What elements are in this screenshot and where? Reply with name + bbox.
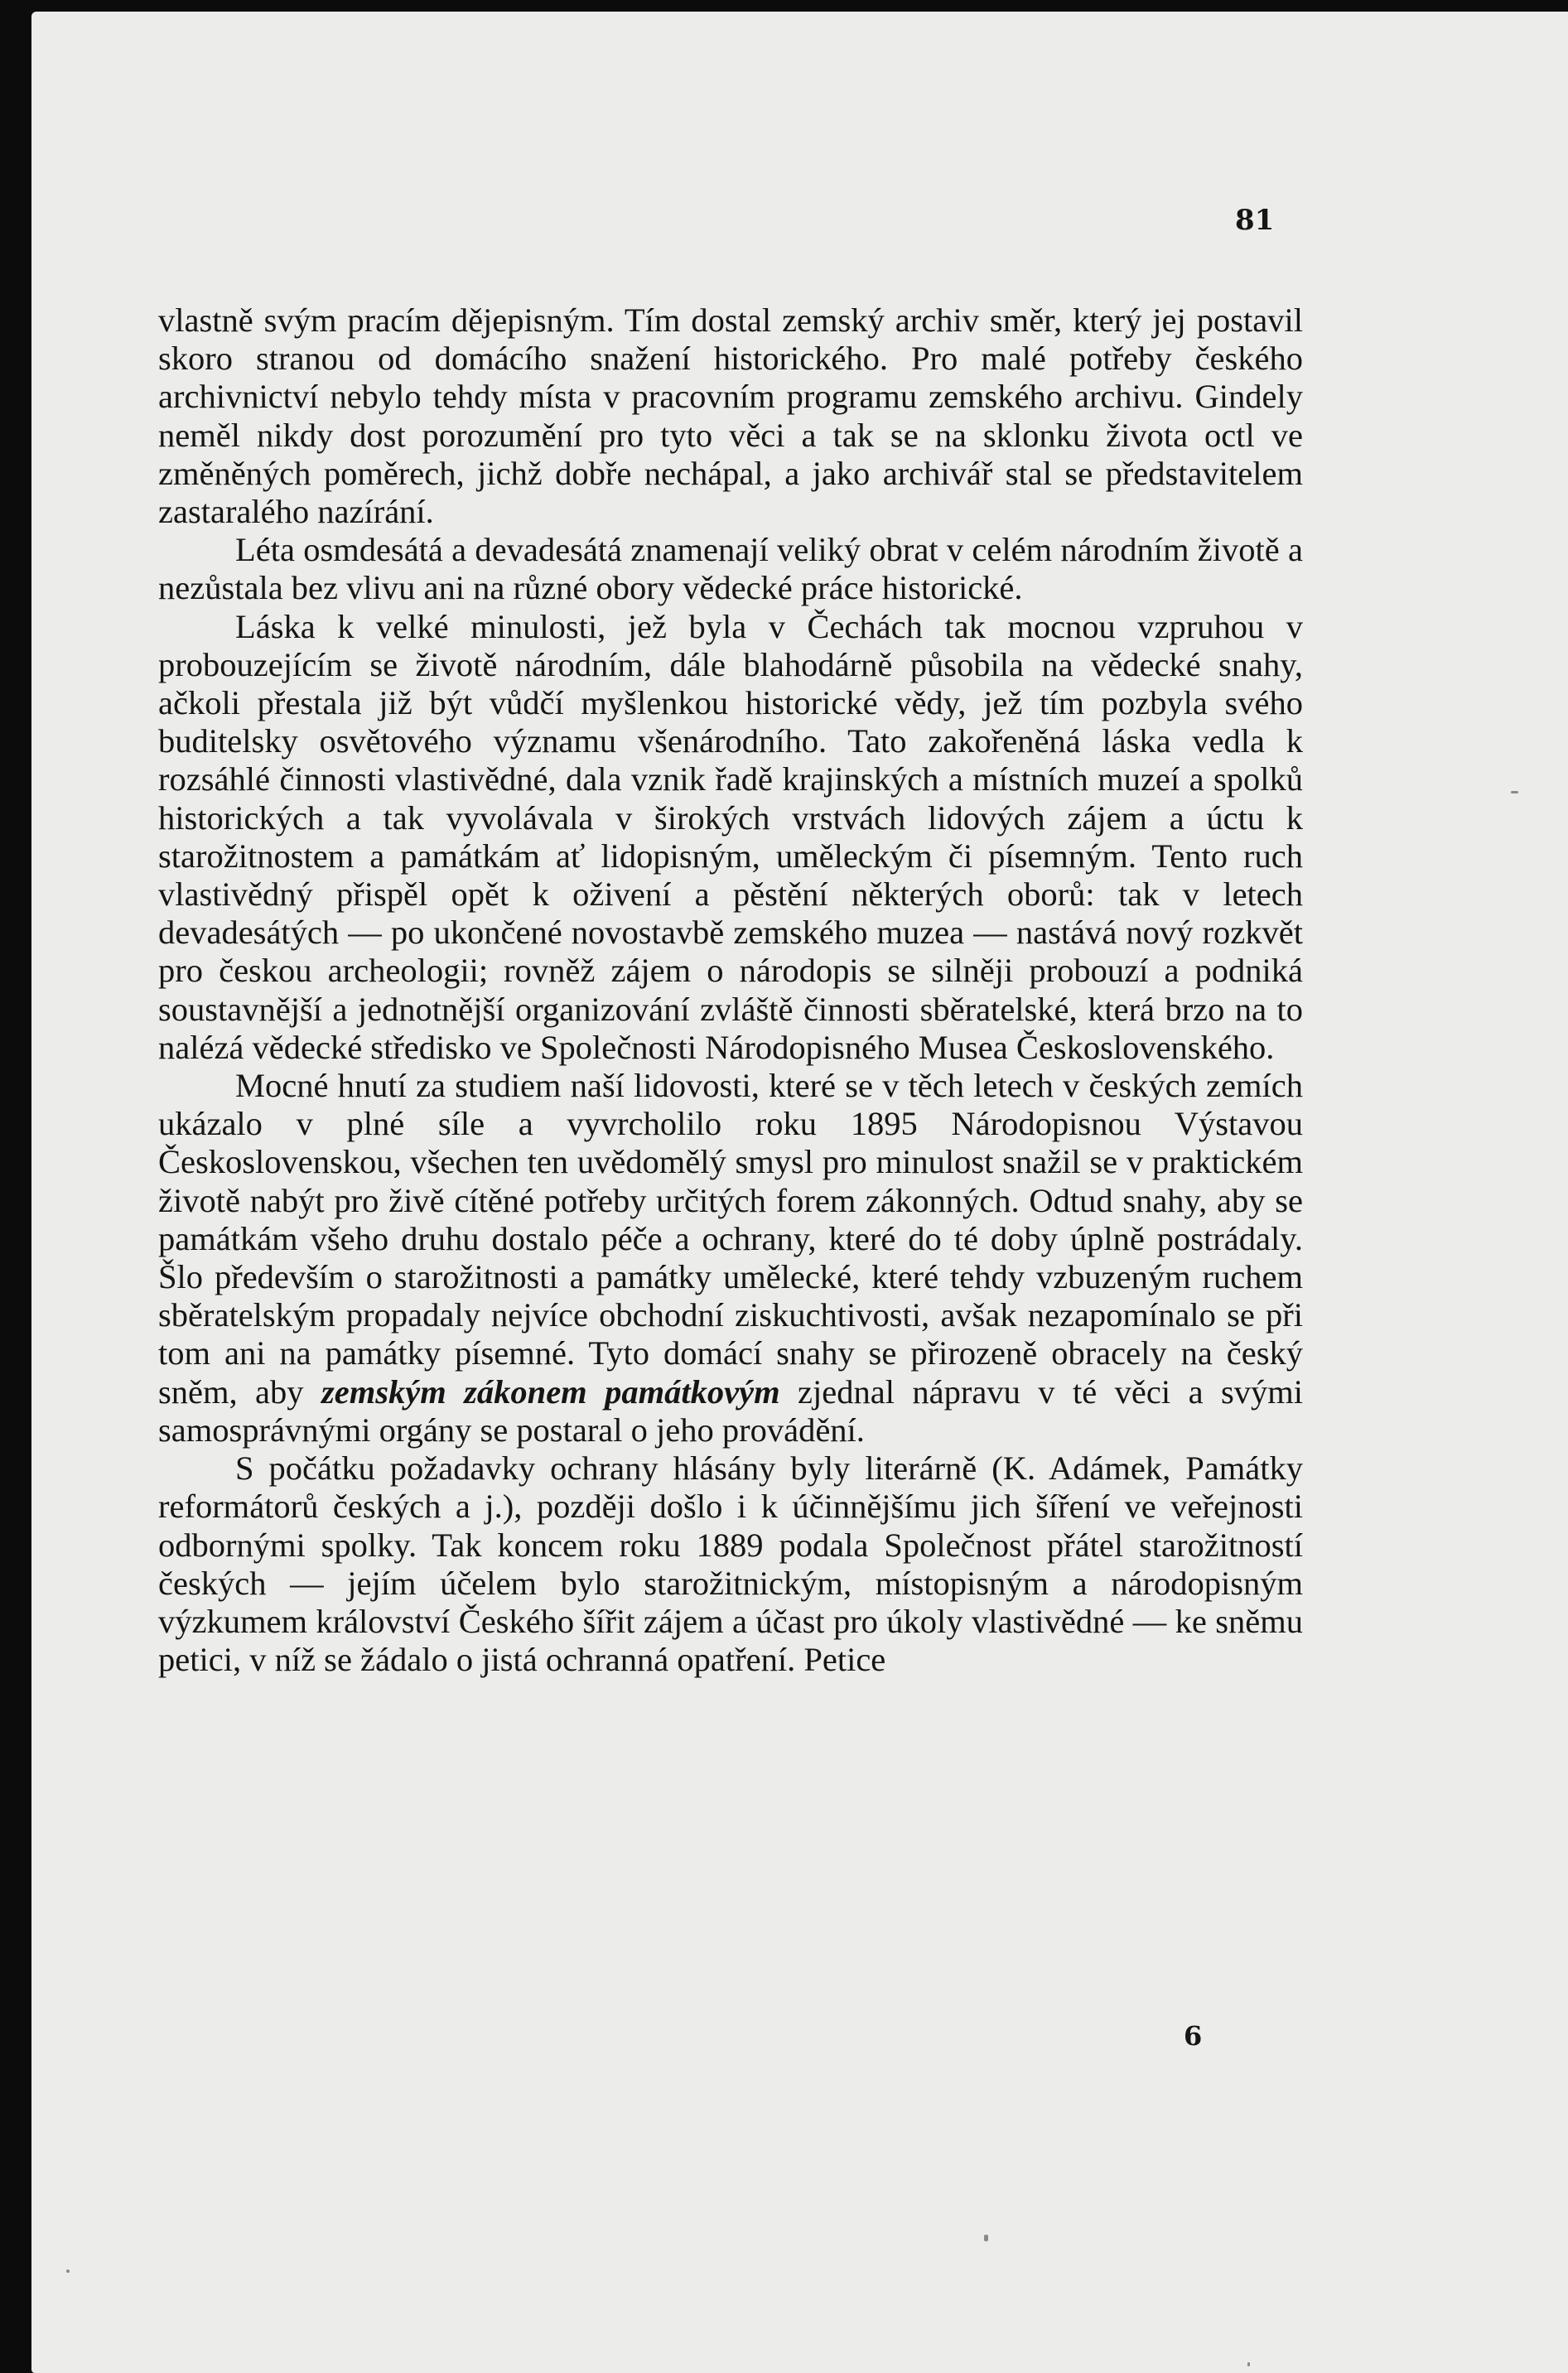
paragraph-1: vlastně svým pracím dějepisným. Tím dostal zemský archiv směr, který jej postavil skoro stranou od domácího snažení historického. Pro malé potřeby českého archivnictví nebylo tehdy místa v pracovním programu zemského archivu. Gindely neměl nikdy dost porozumění pro tyto věci a tak se na sklonku života octl ve změněných poměrech, jichž dobře nechápal, a jako archivář stal se představitelem zastaralého nazírání. — [158, 301, 1303, 531]
page-number: 81 — [1235, 204, 1275, 237]
paragraph-4-end: zjednal nápravu v té věci a svými samosprávnými orgány se postaral o jeho provádění. — [158, 1372, 1304, 1449]
body-text — [158, 301, 1303, 1679]
emphasis-law-name: zemským zákonem památkovým — [321, 1372, 780, 1411]
scan-speck — [1247, 2362, 1250, 2366]
scan-speck — [984, 2235, 988, 2241]
signature-mark: 6 — [1184, 2020, 1203, 2052]
paragraph-2: Léta osmdesátá a devadesátá znamenají veliký obrat v celém národním životě a nezůstala bez vlivu ani na různé obory vědecké práce historické. — [158, 531, 1303, 607]
paragraph-4 — [158, 1067, 1303, 1449]
scan-speck — [66, 2269, 70, 2273]
scan-speck — [1511, 791, 1518, 793]
paragraph-4-text: Mocné hnutí za studiem naší lidovosti, které se v těch letech v českých zemích ukázalo v plné síle a vyvrcholilo roku 1895 Národopisnou Výstavou Československou, všechen ten uvědomělý smysl pro minulost snažil se v praktickém životě nabýt pro živě cítěné potřeby určitých forem zákonných. Odtud snahy, aby se památkám všeho druhu dostalo péče a ochrany, které do té doby úplně postrádaly. Šlo především o starožitnosti a památky umělecké, které tehdy vzbuzeným ruchem sběratelským propadaly nejvíce obchodní ziskuchtivosti, avšak nezapomínalo se při tom ani na památky písemné. Tyto domácí snahy se přirozeně obracely na český sněm, aby — [158, 1067, 1303, 1411]
book-page — [31, 12, 1568, 2373]
paragraph-5: S počátku požadavky ochrany hlásány byly literárně (K. Adámek, Památky reformátorů českých a j.), později došlo i k účinnějšímu jich šíření ve veřejnosti odbornými spolky. Tak koncem roku 1889 podala Společnost přátel starožitností českých — jejím účelem bylo starožitnickým, místopisným a národopisným výzkumem království Českého šířit zájem a účast pro úkoly vlastivědné — ke sněmu petici, v níž se žádalo o jistá ochranná opatření. Petice — [158, 1449, 1303, 1679]
paragraph-3: Láska k velké minulosti, jež byla v Čechách tak mocnou vzpruhou v probouzejícím se životě národním, dále blahodárně působila na vědecké snahy, ačkoli přestala již být vůdčí myšlenkou historické vědy, jež tím pozbyla svého buditelsky osvětového významu všenárodního. Tato zakořeněná láska vedla k rozsáhlé činnosti vlastivědné, dala vznik řadě krajinských a místních muzeí a spolků historických a tak vyvolávala v širokých vrstvách lidových zájem a úctu k starožitnostem a památkám ať lidopisným, uměleckým či písemným. Tento ruch vlastivědný přispěl opět k oživení a pěstění některých oborů: tak v letech devadesátých — po ukončené novostavbě zemského muzea — nastává nový rozkvět pro českou archeologii; rovněž zájem o národopis se silněji probouzí a podniká soustavnější a jednotnější organizování zvláště činnosti sběratelské, která brzo na to nalézá vědecké středisko ve Společnosti Národopisného Musea Československého. — [158, 607, 1303, 1066]
